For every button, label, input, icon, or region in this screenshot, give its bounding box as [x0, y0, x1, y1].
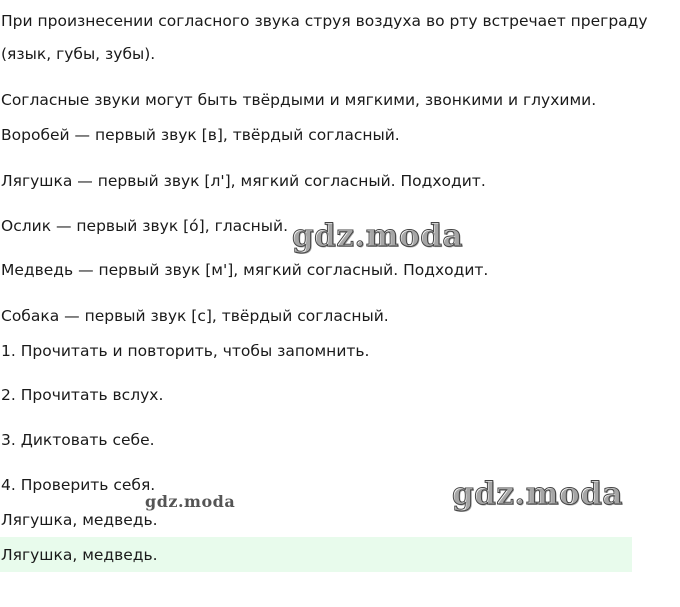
text-line: (язык, губы, зубы). [1, 45, 156, 63]
text-line: Воробей — первый звук [в], твёрдый согласный. [1, 126, 400, 144]
list-item: 4. Проверить себя. [1, 476, 156, 494]
text-line: Лягушка, медведь. [1, 511, 158, 529]
text-line: Ослик — первый звук [о́], гласный. [1, 217, 289, 235]
watermark-logo: gdz.moda [292, 218, 463, 254]
list-item: 1. Прочитать и повторить, чтобы запомнить. [1, 342, 370, 360]
watermark-logo: gdz.moda [452, 476, 623, 512]
text-line: Собака — первый звук [с], твёрдый согласный. [1, 307, 389, 325]
text-line: При произнесении согласного звука струя воздуха во рту встречает преграду [1, 12, 648, 30]
watermark-logo: gdz.moda [145, 492, 236, 511]
answer-text: Лягушка, медведь. [1, 546, 158, 564]
text-line: Согласные звуки могут быть твёрдыми и мягкими, звонкими и глухими. [1, 91, 597, 109]
list-item: 2. Прочитать вслух. [1, 386, 164, 404]
text-line: Лягушка — первый звук [л'], мягкий согласный. Подходит. [1, 172, 486, 190]
text-line: Медведь — первый звук [м'], мягкий согласный. Подходит. [1, 261, 489, 279]
list-item: 3. Диктовать себе. [1, 431, 155, 449]
